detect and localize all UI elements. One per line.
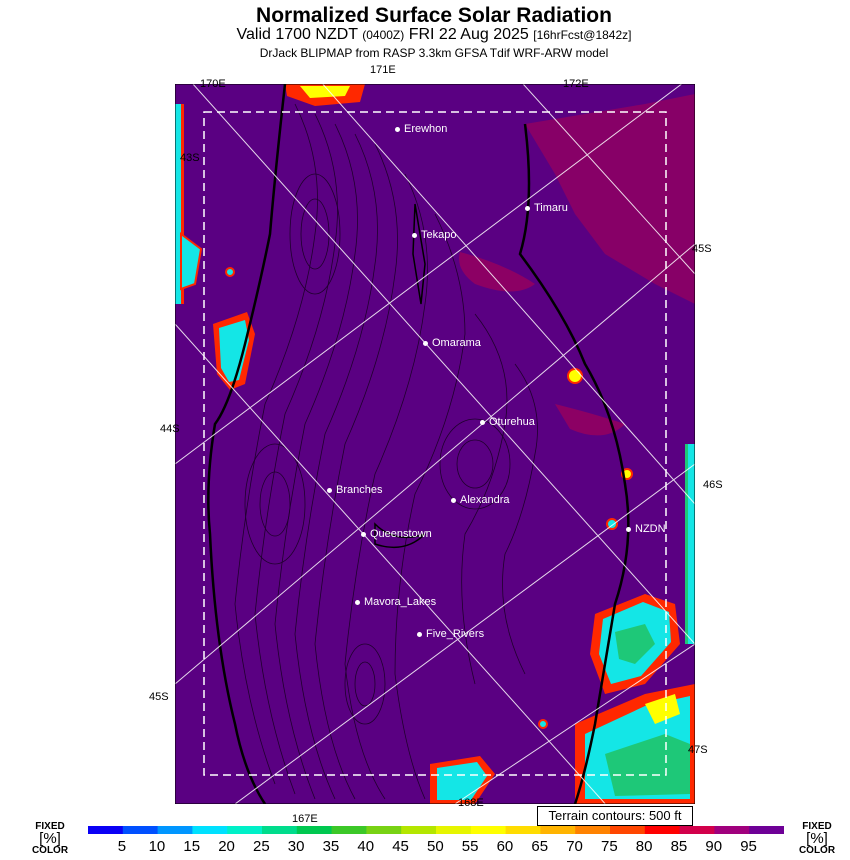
city-marker xyxy=(327,484,382,496)
low-radiation-spot xyxy=(568,369,582,383)
colorbar-swatch xyxy=(401,826,436,834)
lat-label: 47S xyxy=(688,744,708,756)
unit-label: [%] xyxy=(39,830,61,847)
colorbar-tick-label: 5 xyxy=(117,838,127,855)
colorbar-swatch xyxy=(158,826,193,834)
city-marker xyxy=(417,628,484,640)
city-marker xyxy=(451,494,510,506)
colorbar-tick-label: 60 xyxy=(496,838,514,855)
city-dot xyxy=(327,488,332,493)
lon-label: 167E xyxy=(292,813,318,825)
colorbar-tick-label: 15 xyxy=(183,838,201,855)
colorbar-tick-label: 30 xyxy=(287,838,305,855)
city-dot xyxy=(626,527,631,532)
lat-label: 45S xyxy=(692,243,712,255)
low-radiation-strip xyxy=(687,444,695,644)
city-marker xyxy=(395,123,447,135)
city-name: Oturehua xyxy=(489,416,535,428)
valid-utc: (0400Z) xyxy=(362,28,405,42)
colorbar-tick-label: 90 xyxy=(705,838,723,855)
chart-title: Normalized Surface Solar Radiation xyxy=(256,4,612,27)
colorbar-tick-label: 20 xyxy=(218,838,235,855)
colorbar-swatch xyxy=(123,826,158,834)
city-name: Mavora_Lakes xyxy=(364,596,437,608)
valid-time xyxy=(0,26,850,44)
colorbar-tick-label: 70 xyxy=(566,838,583,855)
lat-label: 46S xyxy=(703,479,723,491)
colorbar-swatch xyxy=(366,826,401,834)
map-canvas xyxy=(175,84,695,804)
city-dot xyxy=(417,632,422,637)
valid-prefix: Valid 1700 NZDT xyxy=(236,26,358,43)
city-name: Omarama xyxy=(432,337,481,349)
city-dot xyxy=(395,127,400,132)
model-line: DrJack BLIPMAP from RASP 3.3km GFSA Tdif WRF-ARW model xyxy=(259,46,609,60)
low-radiation-spot xyxy=(226,268,234,276)
city-dot xyxy=(423,341,428,346)
color-label: COLOR xyxy=(798,845,836,856)
colorbar-tick-label: 35 xyxy=(322,838,340,855)
city-marker xyxy=(361,528,432,540)
colorbar xyxy=(88,826,784,836)
lon-label: 171E xyxy=(370,64,396,76)
colorbar-tick-label: 45 xyxy=(392,838,409,855)
unit-label: [%] xyxy=(806,830,828,847)
colorbar-swatch xyxy=(540,826,575,834)
city-dot xyxy=(525,206,530,211)
low-radiation-strip xyxy=(685,444,688,644)
colorbar-swatch xyxy=(88,826,123,834)
colorbar-tick-label: 55 xyxy=(461,838,479,855)
colorbar-swatch xyxy=(227,826,262,834)
colorbar-tick-label: 40 xyxy=(357,838,375,855)
colorbar-swatch xyxy=(332,826,367,834)
fixed-label: FIXED xyxy=(35,821,65,832)
city-name: NZDN xyxy=(635,523,666,535)
lat-label: 44S xyxy=(160,423,180,435)
colorbar-tick-label: 75 xyxy=(601,838,618,855)
lon-label: 170E xyxy=(200,78,226,90)
city-name: Timaru xyxy=(534,202,568,214)
city-marker xyxy=(626,523,666,535)
colorbar-swatch xyxy=(575,826,610,834)
colorbar-tick-label: 50 xyxy=(427,838,444,855)
colorbar-swatch xyxy=(680,826,715,834)
city-name: Queenstown xyxy=(370,528,432,540)
city-marker xyxy=(525,202,568,214)
colorbar-swatch xyxy=(471,826,506,834)
low-radiation-spot xyxy=(539,720,547,728)
city-marker xyxy=(423,337,481,349)
city-name: Tekapo xyxy=(421,229,457,241)
city-dot xyxy=(412,233,417,238)
colorbar-tick-label: 65 xyxy=(531,838,549,855)
valid-date: FRI 22 Aug 2025 xyxy=(408,26,529,43)
color-label: COLOR xyxy=(31,845,69,856)
colorbar-tick-label: 25 xyxy=(253,838,270,855)
lat-label: 43S xyxy=(180,152,200,164)
city-name: Alexandra xyxy=(460,494,510,506)
colorbar-swatch xyxy=(297,826,332,834)
colorbar-swatch xyxy=(436,826,471,834)
colorbar-tick-label: 80 xyxy=(635,838,653,855)
city-marker xyxy=(355,596,436,608)
colorbar-right-label xyxy=(795,822,839,856)
lon-label: 172E xyxy=(563,78,589,90)
city-dot xyxy=(451,498,456,503)
city-name: Erewhon xyxy=(404,123,448,135)
colorbar-tick-label: 85 xyxy=(670,838,688,855)
colorbar-swatch xyxy=(192,826,227,834)
terrain-contour-note: Terrain contours: 500 ft xyxy=(537,806,693,826)
fixed-label: FIXED xyxy=(802,821,832,832)
lat-label: 45S xyxy=(149,691,169,703)
lon-label: 168E xyxy=(458,797,484,809)
colorbar-left-label xyxy=(28,822,72,856)
forecast-info: [16hrFcst@1842z] xyxy=(533,28,632,42)
city-name: Branches xyxy=(336,484,383,496)
city-dot xyxy=(480,420,485,425)
city-name: Five_Rivers xyxy=(426,628,485,640)
colorbar-swatch xyxy=(506,826,541,834)
city-marker xyxy=(412,229,456,241)
city-dot xyxy=(355,600,360,605)
colorbar-swatch xyxy=(262,826,297,834)
city-dot xyxy=(361,532,366,537)
colorbar-tick-label: 10 xyxy=(148,838,166,855)
colorbar-swatch xyxy=(749,826,784,834)
colorbar-swatch xyxy=(610,826,645,834)
city-marker xyxy=(480,416,535,428)
colorbar-tick-label: 95 xyxy=(740,838,757,855)
colorbar-swatch xyxy=(645,826,680,834)
colorbar-swatch xyxy=(714,826,749,834)
